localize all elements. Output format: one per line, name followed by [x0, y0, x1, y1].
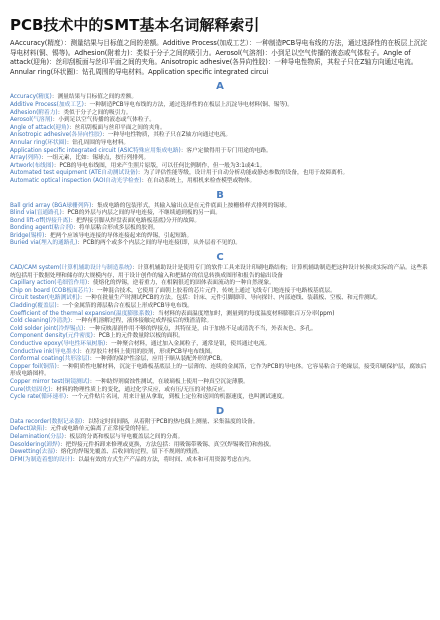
glossary-entry — [10, 132, 430, 140]
entry-term: Coefficient of the thermal expansion(温度膨胀系数) — [10, 310, 153, 317]
entry-term: Bond lift-off(焊接升离) — [10, 217, 71, 224]
entry-definition: ：以特定时间间隔，从着附于PCB的热电偶上测量、采集温度的设备。 — [82, 418, 259, 425]
entry-definition: ：计算机辅助设计是使用专门的软件工具来设计印刷电路结构；计算机辅助制造把这种设计转换成实际的产品。这些系统包括用于数据处理和储存的大规模内存，用于设计创作的输入和把储存的信息转换成图形和报告的输出设备 — [10, 265, 428, 279]
entry-term: Additive Process(加成工艺) — [10, 101, 84, 108]
glossary-entry — [10, 394, 430, 402]
entry-definition: ：一个金属箔的薄层粘合在板层上形成PCB导电布线。 — [56, 303, 193, 310]
entry-definition: ：以最有效的方式生产产品的方法，将时间、成本和可用资源考虑在内。 — [72, 456, 255, 463]
entry-term: Copper mirror test(铜镜测试) — [10, 378, 90, 385]
entry-definition: ：一种在批量生产时测试PCB的方法。包括：针床、元件引脚脚印、导向探针、内部迹线、装载板、空板、和元件测试。 — [79, 295, 382, 302]
entry-term: Circuit tester(电路测试机) — [10, 295, 80, 302]
entry-definition: ：当材料的表面温度增加时，测量到的每度温度材料膨胀百万分率(ppm) — [152, 310, 335, 317]
glossary-sections — [10, 81, 430, 464]
glossary-entry — [10, 434, 430, 442]
entry-term: Data recorder(数据记录器) — [10, 418, 83, 425]
entry-term: Automatic optical inspection (AOI自动光学检查) — [10, 177, 142, 184]
entry-term: Bridge(锡桥) — [10, 232, 45, 239]
glossary-entry — [10, 356, 430, 364]
section-letter-a: A — [216, 81, 224, 93]
glossary-entry — [10, 94, 430, 102]
entry-term: Cycle rate(循环速率) — [10, 394, 67, 401]
glossary-entry — [10, 240, 430, 248]
entry-term: Conductive ink(导电墨水) — [10, 348, 80, 355]
entry-definition: ：客户定做得用于专门用途的电路。 — [180, 147, 272, 154]
glossary-entry — [10, 318, 430, 326]
entry-definition: ：PCB的两个或多个内层之间的导电连接(即，从外层看不见的)。 — [77, 240, 241, 247]
entry-definition: ：一种有机溶解过程，液体接触完成焊接后的残渣清除。 — [70, 318, 213, 325]
entry-definition: ：一个元件贴片名词，用来计量从拿取，到板上定位和返回的机器速度，也叫测试速度。 — [66, 394, 288, 401]
entry-definition: ：为了评估性能等级，设计用于自动分析功能或静态参数的设备，也用于故障离析。 — [137, 170, 349, 177]
glossary-entry — [10, 210, 430, 218]
entry-term: Cure(烘焙固化) — [10, 386, 51, 393]
entry-definition: ：一种导电性物质，其粒子只在Z轴方向通过电流。 — [102, 132, 232, 139]
entry-term: Cold solder joint(冷焊锡点) — [10, 325, 84, 332]
entry-term: Aerosol(气溶剂) — [10, 117, 53, 124]
entry-term: Anisotropic adhesive(各异向性胶) — [10, 132, 103, 139]
glossary-entry — [10, 148, 430, 156]
entry-definition: ：钻孔周围的导电材料。 — [66, 139, 130, 146]
entry-definition: ：熔化的焊锡先覆盖、后收回的过程，留下不规则的残渣。 — [55, 449, 203, 456]
glossary-entry — [10, 426, 430, 434]
glossary-entry — [10, 333, 430, 341]
entry-term: Capillary action(毛细管作用) — [10, 280, 88, 287]
entry-term: Accuracy(精度) — [10, 94, 52, 101]
glossary-entry — [10, 225, 430, 233]
glossary-entry — [10, 102, 430, 110]
entry-definition: ：一种助焊剂腐蚀性测试，在玻璃板上使用一种真空沉淀薄膜。 — [89, 378, 249, 385]
glossary-entry — [10, 341, 430, 349]
entry-definition: ：材料的物理性质上的变化，通过化学反应，或有压/无压的对热反应。 — [50, 386, 229, 393]
entry-definition: ：在厚胶片材料上使用的胶剂，形成PCB导电布线图。 — [79, 348, 216, 355]
glossary-entry — [10, 364, 430, 379]
entry-definition: ：在自动系统上，用相机来检查模型或物体。 — [141, 177, 256, 184]
entry-definition: ：类似于分子之间的吸引力。 — [57, 109, 132, 116]
entry-term: Bonding agent(粘合剂) — [10, 225, 74, 232]
entry-term: Annular ring(环状圈) — [10, 139, 67, 146]
entry-definition: ：将单层粘合形成多层板的胶剂。 — [73, 225, 159, 232]
page-title: PCB技术中的SMT基本名词解释索引 — [10, 16, 260, 34]
entry-definition: ：一种制造PCB导电布线的方法，通过选择性的在板层上沉淀导电材料(铜、锡等)。 — [83, 101, 293, 108]
entry-definition: ：PCB上的元件数量除以板的面积。 — [92, 333, 184, 340]
glossary-entry — [10, 140, 430, 148]
entry-term: CAD/CAM system(计算机辅助设计与制造系统) — [10, 265, 132, 272]
entry-term: Cladding(覆盖层) — [10, 303, 57, 310]
entry-term: Array(列阵) — [10, 155, 42, 162]
entry-term: Chip on board (COB板面芯片) — [10, 287, 92, 294]
entry-term: Cold cleaning(冷清洗) — [10, 318, 71, 325]
glossary-entry — [10, 442, 430, 450]
glossary-entry — [10, 303, 430, 311]
entry-definition: ：PCB的外层与内层之间的导电连接，不继续通到板的另一面。 — [61, 210, 221, 217]
section-letter-c: C — [216, 252, 224, 264]
glossary-entry — [10, 295, 430, 303]
entry-term: Automated test equipment (ATE自动测试设备) — [10, 170, 138, 177]
glossary-entry — [10, 379, 430, 387]
entry-definition: ：把焊接元件拆卸来修理或更换，方法包括：用吸锡带吸锡、真空(焊锡吸管)和热拔。 — [59, 441, 275, 448]
entry-term: Artwork(布线图) — [10, 162, 54, 169]
entry-definition: ：PCB的导电布线图，用来产生照片原版，可以任何比例制作，但一般为3:1或4:1。 — [53, 162, 266, 169]
entry-definition: ：使熔化的焊锡，逆着重力，在相隔很近的固体表面流动的一种自然现象。 — [87, 280, 275, 287]
entry-definition: ：一种薄的保护性涂层，应用于顺从装配外形的PCB。 — [89, 356, 226, 363]
entry-term: Desoldering(卸焊) — [10, 441, 60, 448]
glossary-entry — [10, 449, 430, 457]
section-letter-d: D — [215, 405, 225, 417]
entry-definition: ：把焊接引脚从焊盘表面(电路板基底)分开的故障。 — [70, 217, 201, 224]
entry-term: DFM(为制造着想的设计) — [10, 456, 73, 463]
entry-term: Copper foil(铜箔) — [10, 363, 57, 370]
glossary-entry — [10, 155, 430, 163]
entry-definition: ：丝印刮板面与丝印平面之间的夹角。 — [68, 124, 166, 131]
entry-term: Angle of attack(迎角) — [10, 124, 69, 131]
section-letter-b: B — [216, 189, 224, 201]
entry-term: Conductive epoxy(导电性环氧树脂) — [10, 341, 106, 347]
entry-term: Component density(元件密度) — [10, 333, 93, 340]
entry-definition: ：元件或电路单元偏离了正常接受的特征。 — [44, 426, 153, 433]
entry-definition: ：把两个应该导电连接的导体连接起来的焊锡，引起短路。 — [44, 232, 193, 239]
entry-term: Adhesion(附着力) — [10, 109, 58, 116]
glossary-entry — [10, 280, 430, 288]
entry-definition: ：集成电路的包装形式，其输入输出点是在元件底面上按栅格样式排列的锡球。 — [91, 202, 291, 209]
glossary-entry — [10, 117, 430, 125]
entry-definition: ：一组元素，比如：锡球点，按行列排列。 — [41, 155, 150, 162]
entry-term: Dewetting(去湿) — [10, 449, 56, 456]
entry-term: Ball grid array (BGA球栅列阵) — [10, 202, 92, 209]
entry-term: Delamination(分层) — [10, 433, 64, 440]
glossary-entry — [10, 170, 430, 178]
entry-term: Application specific integrated circuit (ASIC特殊应用集成电路) — [10, 147, 181, 154]
entry-definition: ：小到足以空气传播的液态或气体粒子。 — [52, 117, 155, 124]
entry-term: Buried via(埋入的通路孔) — [10, 240, 78, 247]
glossary-entry — [10, 203, 430, 211]
entry-definition: ：一种混合技术，它使用了面朝上胶着的芯片元件，传统上通过飞线专门地连接于电路板基底层。 — [91, 287, 336, 294]
entry-definition: ：一种聚合材料，通过加入金属粒子，通常是银，使其通过电流。 — [105, 341, 271, 347]
entry-term: Defect(缺陷) — [10, 426, 45, 433]
entry-definition: ：板层的分离和板层与导电覆盖层之间的分离。 — [63, 433, 184, 440]
intro-paragraph: AAccuracy(精度）：测量结果与目标值之间的差额。Additive Process(加成工艺）：一种制造PCB导电布线的方法，通过选择性的在板层上沉淀导电材料(铜、锡等)。Adhesion(附着力)：类似于分子之间的吸引力。Aerosol(气溶剂)：小到足以空气传播的液态或气体粒子。Angle of attack(迎角)：丝印刮板面与丝印平面之间的夹角。Anisotropic adhesive(各异向性胶)：一种导电性物质，其粒子只在Z轴方向通过电流。Annular ring(环状圈)：钻孔周围的导电材料。Application specific integrated circui — [10, 39, 428, 76]
entry-term: Conformal coating(共形涂层) — [10, 356, 90, 363]
entry-term: Blind via(盲通路孔) — [10, 210, 62, 217]
entry-definition: ：测量结果与目标值之间的差额。 — [51, 94, 138, 101]
glossary-entry — [10, 265, 430, 280]
glossary-entry — [10, 178, 430, 186]
entry-definition: ：一种反映湿润作用不够的焊接点，其特征是，由于加热不足或清洗不当，外表灰色、多孔。 — [83, 325, 317, 332]
glossary-entry — [10, 457, 430, 465]
entry-definition: ：一种阴质性电解材料，沉淀于电路板基底层上的一层薄的、连续的金属箔，它作为PCB的导电体。它容易粘合于绝缘层，接受印刷保护层，腐蚀后形成电路图样。 — [10, 363, 427, 378]
